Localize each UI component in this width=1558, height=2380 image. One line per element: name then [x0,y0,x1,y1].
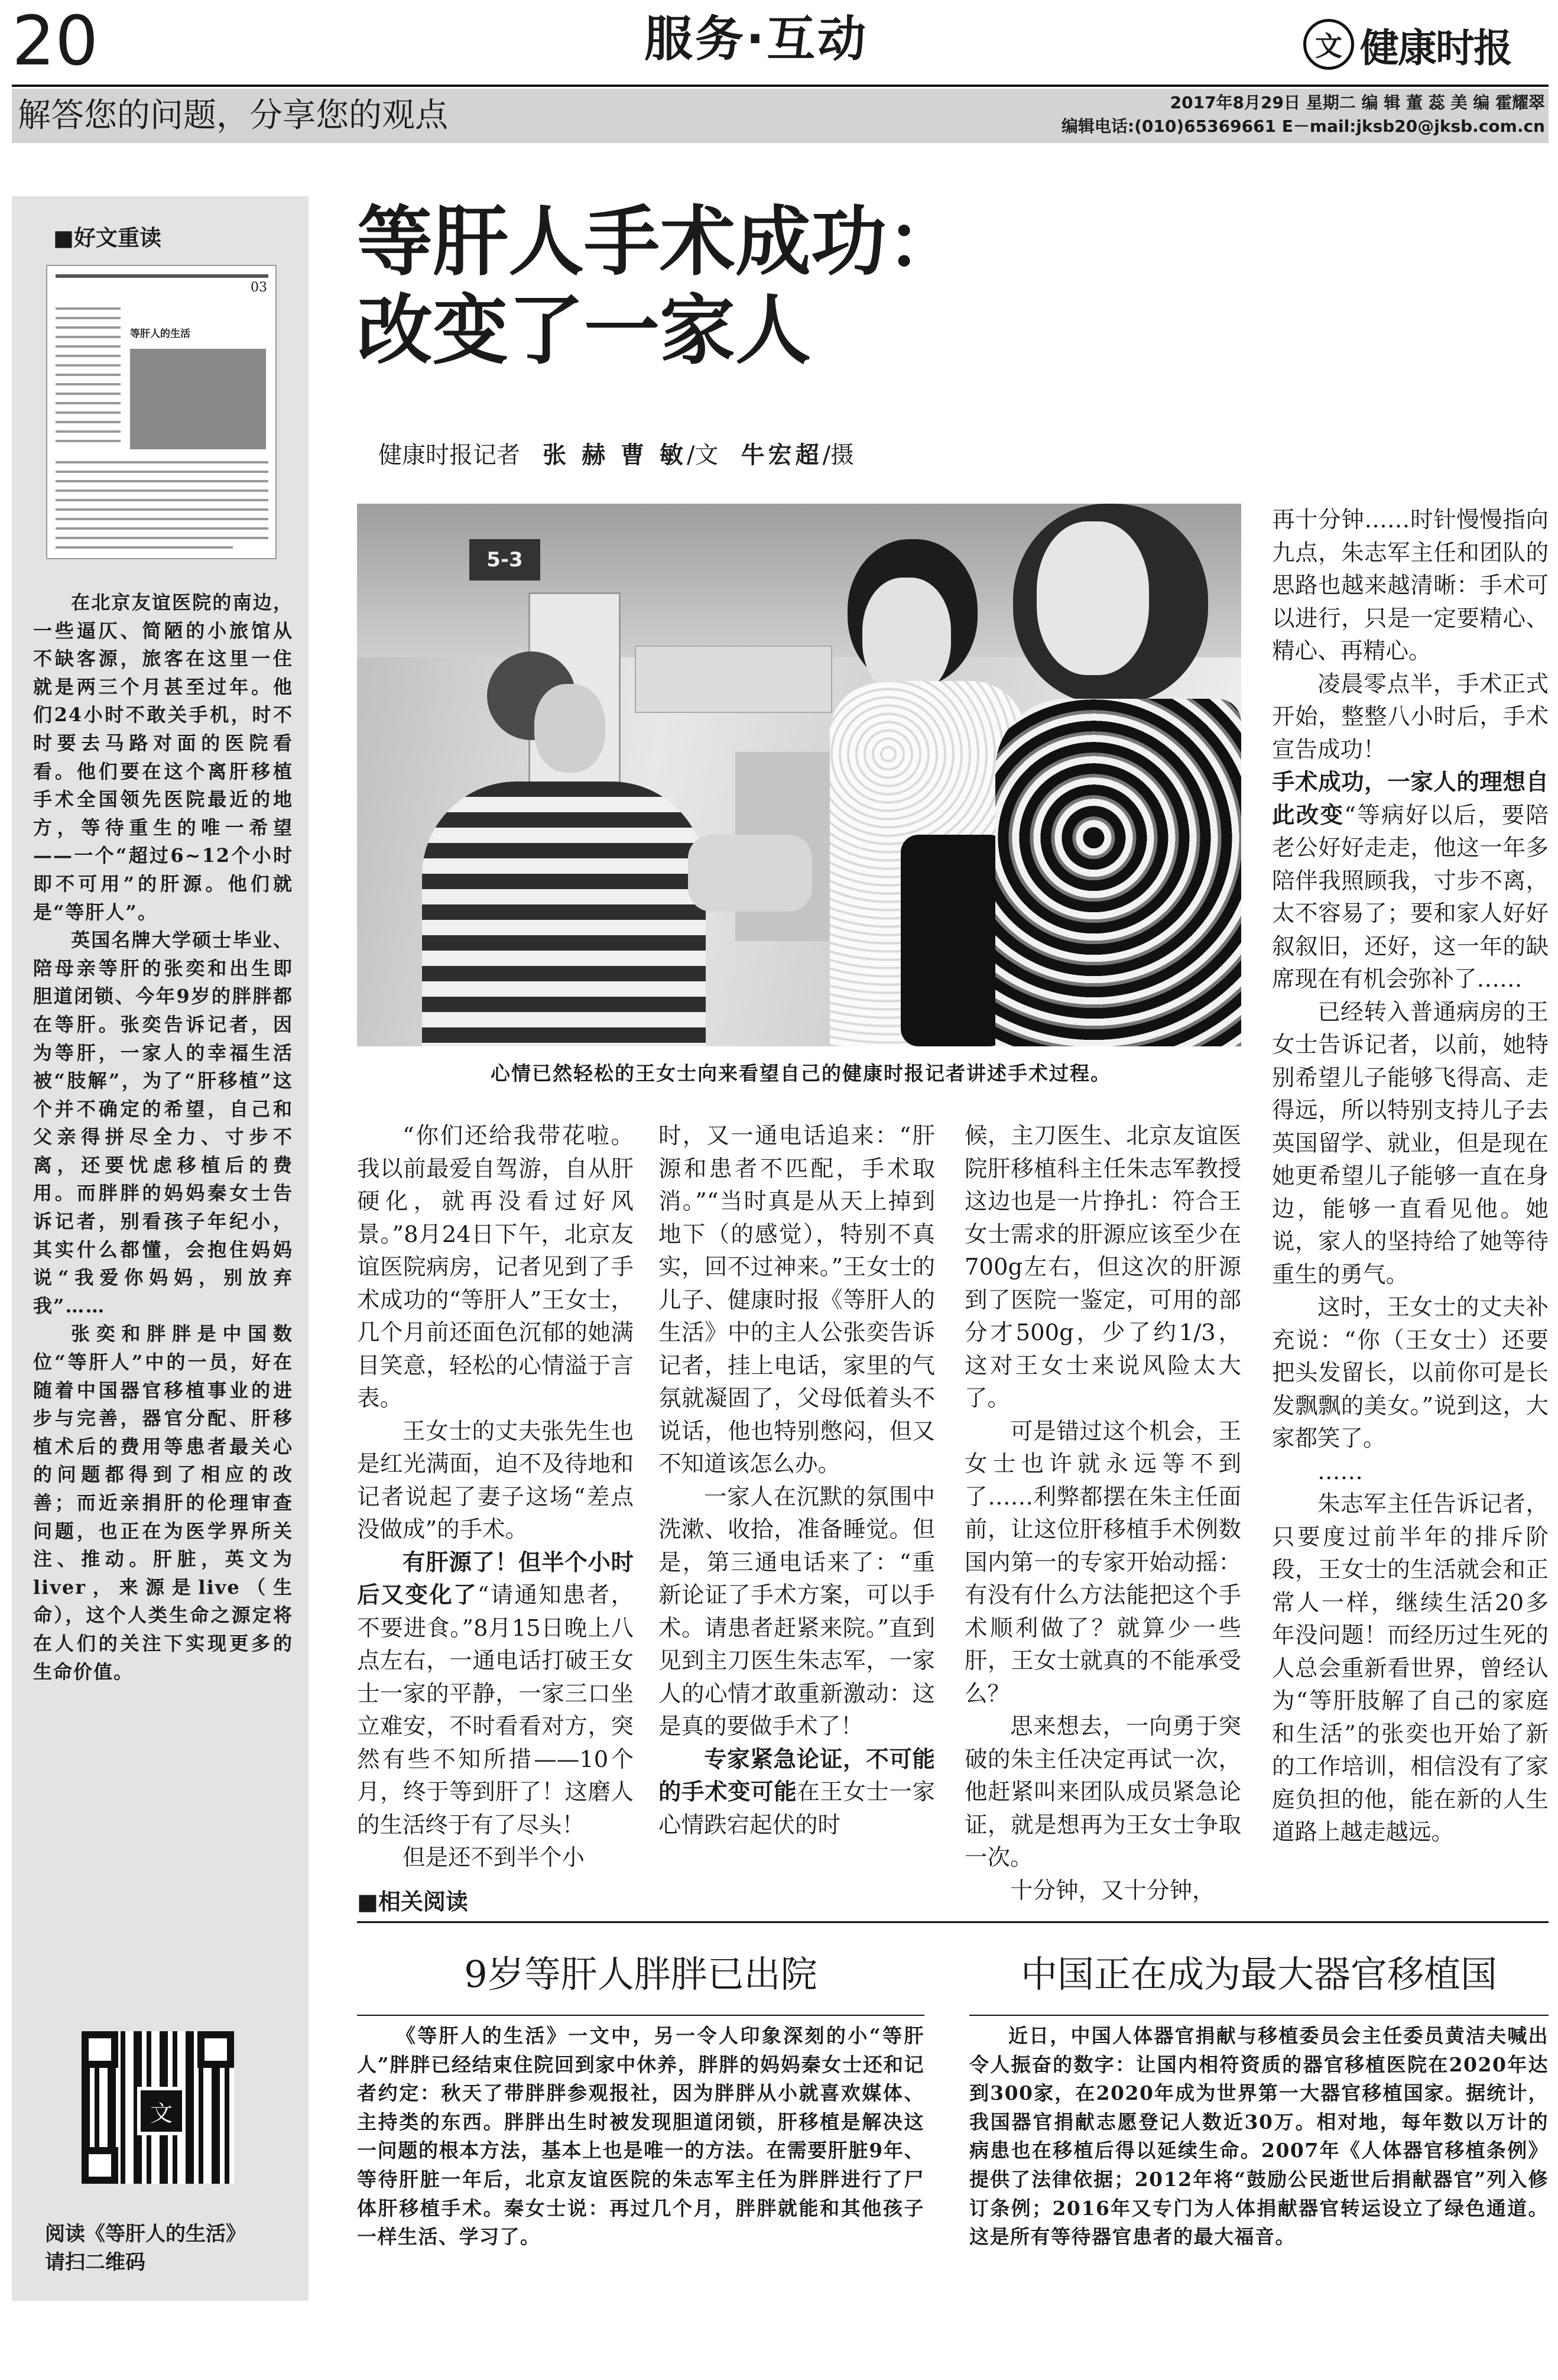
article-column-3 [965,1120,1241,1907]
related-article-left [357,2022,924,2252]
body-paragraph: 再十分钟……时针慢慢指向九点，朱志军主任和团队的思路也越来越清晰：手术可以进行，只是一定要精心、精心、再精心。 [1272,507,1549,664]
section-subhead: 专家紧急论证，不可能的手术变可能 [658,1746,935,1805]
room-number-sign: 5-3 [469,539,540,581]
byline-prefix: 健康时报记者 [378,442,520,469]
related-underline [969,2015,1549,2016]
masthead-rule [12,85,1549,87]
section-subhead: 手术成功，一家人的理想自此改变 [1272,769,1549,829]
body-paragraph: 一家人在沉默的氛围中洗漱、收拾，准备睡觉。但是，第三通电话来了：“重新论证了手术方案，可以手术。请患者赶紧来院。”直到见到主刀医生朱志军，一家人的心情才敢重新激动：这是真的要做手术了！ [658,1483,935,1740]
related-heading: ■相关阅读 [357,1889,468,1915]
page-number: 20 [12,2,99,81]
related-title-left: 9岁等肝人胖胖已出院 [464,1953,817,1996]
related-article-right [969,2022,1549,2252]
thumb-photo [130,349,266,449]
sidebar-heading: ■好文重读 [53,225,161,251]
related-rule [357,1921,1549,1923]
thumb-title: 等肝人的生活 [130,328,190,340]
thumb-page-number: 03 [251,280,267,295]
headline [357,197,1244,375]
body-paragraph: 有肝源了！但半个小时后又变化了“请通知患者，不要进食。”8月15日晚上八点左右，一通电话打破王女士一家的平静，一家三口坐立难安，不时看看对方，突然有些不知所措——10个月，终于等到肝了！这磨人的生活终于有了尽头！ [357,1549,634,1838]
body-paragraph: 十分钟，又十分钟， [1010,1877,1215,1904]
article-photo [357,504,1241,1046]
related-underline [357,2015,924,2016]
body-paragraph: “你们还给我带花啦。我以前最爱自驾游，自从肝硬化，就再没看过好风景。”8月24日下午，北京友谊医院病房，记者见到了手术成功的“等肝人”王女士，几个月前还面色沉郁的她满目笑意，轻松的心情溢于言表。 [357,1123,634,1412]
logo-text: 健康时报 [1360,25,1511,71]
related-paragraph: 《等肝人的生活》一文中，另一令人印象深刻的小“等肝人”胖胖已经结束住院回到家中休养，胖胖的妈妈秦女士还和记者约定：秋天了带胖胖参观报社，因为胖胖从小就喜欢媒体、主持类的东西。胖胖出生时被发现胆道闭锁，肝移植是解决这一问题的根本方法，基本上也是唯一的方法。在需要肝脏9年、等待肝脏一年后，北京友谊医院的朱志军主任为胖胖进行了尸体肝移植手术。秦女士说：再过几个月，胖胖就能和其他孩子一样生活、学习了。 [357,2024,924,2249]
article-column-1 [357,1120,634,1875]
section-subhead: 有肝源了！但半个小时后又变化了 [357,1549,634,1609]
sidebar-paragraph: 张奕和胖胖是中国数位“等肝人”中的一员，好在随着中国器官移植事业的进步与完善，器官分配、肝移植术后的费用等患者最关心的问题都得到了相应的改善；而近亲捐肝的伦理审查问题，也正在为医学界所关注、推动。肝脏，英文为liver，来源是live（生命），这个人类生命之源定将在人们的关注下实现更多的生命价值。 [33,1322,293,1683]
qr-code[interactable] [82,2031,234,2184]
headline-line: 改变了一家人 [357,286,812,375]
byline-authors: 张 赫 曹 敏 [543,442,687,469]
headline-line: 等肝人手术成功： [357,197,963,286]
body-paragraph: 已经转入普通病房的王女士告诉记者，以前，她特别希望儿子能够飞得高、走得远，所以特别支持儿子去英国留学、就业，但是现在她更希望儿子能够一直在身边，能够一直看见他。她说，家人的坚持给了她等待重生的勇气。 [1272,998,1549,1288]
body-paragraph: 手术成功，一家人的理想自此改变“等病好以后，要陪老公好好走走，他这一年多陪伴我照顾我，寸步不离，太不容易了；要和家人好好叙叙旧，还好，这一年的缺席现在有机会弥补了…… [1272,769,1549,993]
logo-mark-icon: 文 [1303,19,1354,70]
body-paragraph: 凌晨零点半，手术正式开始，整整八小时后，手术宣告成功！ [1272,670,1549,763]
body-paragraph: 这时，王女士的丈夫补充说：“你（王女士）还要把头发留长，以前你可是长发飘飘的美女。”说到这，大家都笑了。 [1272,1294,1549,1452]
body-paragraph: 专家紧急论证，不可能的手术变可能在王女士一家心情跌宕起伏的时 [658,1746,935,1838]
sidebar-summary [33,589,293,1686]
qr-caption: 请扫二维码 [45,2251,145,2274]
photo-caption: 心情已然轻松的王女士向来看望自己的健康时报记者讲述手术过程。 [491,1062,1111,1085]
byline [378,436,854,470]
issue-info: 2017年8月29日 星期二 编 辑 董 蕊 美 编 霍耀翠 [1170,93,1545,112]
newspaper-logo [1303,18,1546,71]
related-title-right: 中国正在成为最大器官移植国 [1020,1953,1497,1996]
body-paragraph: 思来想去，一向勇于突破的朱主任决定再试一次，他赶紧叫来团队成员紧急论证，就是想再为王女士争取一次。 [965,1713,1241,1871]
article-column-4 [1272,504,1549,1849]
reprint-thumbnail [46,265,277,559]
body-paragraph: 但是还不到半个小 [403,1844,585,1871]
editor-contact: 编辑电话:(010)65369661 E－mail:jksb20@jksb.com.cn [1061,116,1545,136]
body-paragraph: …… [1317,1458,1363,1485]
byline-role: /摄 [822,442,855,469]
article-column-2 [658,1120,935,1841]
body-paragraph: 王女士的丈夫张先生也是红光满面，迫不及待地和记者说起了妻子这场“差点没做成”的手术。 [357,1418,634,1543]
qr-caption: 阅读《等肝人的生活》 [45,2222,246,2246]
sidebar-paragraph: 英国名牌大学硕士毕业、陪母亲等肝的张奕和出生即胆道闭锁、今年9岁的胖胖都在等肝。张奕告诉记者，因为等肝，一家人的幸福生活被“肢解”，为了“肝移植”这个并不确定的希望，自己和父亲得拼尽全力、寸步不离，还要忧虑移植后的费用。而胖胖的妈妈秦女士告诉记者，别看孩子年纪小，其实什么都懂，会抱住妈妈说“我爱你妈妈，别放弃我”…… [33,929,293,1317]
tagline: 解答您的问题，分享您的观点 [18,96,448,135]
body-paragraph: 时，又一通电话追来：“肝源和患者不匹配，手术取消。”“当时真是从天上掉到地下（的感觉），特别不真实，回不过神来。”王女士的儿子、健康时报《等肝人的生活》中的主人公张奕告诉记者，挂上电话，家里的气氛就凝固了，父母低着头不说话，他也特别憋闷，但又不知道该怎么办。 [658,1123,935,1477]
body-paragraph: 可是错过这个机会，王女士也许就永远等不到了……利弊都摆在朱主任面前，让这位肝移植手术例数国内第一的专家开始动摇：有没有什么方法能把这个手术顺利做了？就算少一些肝，王女士就真的不能承受么？ [965,1418,1241,1707]
sidebar-paragraph: 在北京友谊医院的南边，一些逼仄、简陋的小旅馆从不缺客源，旅客在这里一住就是两三个月甚至过年。他们24小时不敢关手机，时不时要去马路对面的医院看看。他们要在这个离肝移植手术全国领先医院最近的地方，等待重生的唯一希望——一个“超过6~12个小时即不可用”的肝源。他们就是“等肝人”。 [33,591,293,923]
related-paragraph: 近日，中国人体器官捐献与移植委员会主任委员黄洁夫喊出令人振奋的数字：让国内相符资质的器官移植医院在2020年达到300家，在2020年成为世界第一大器官移植国家。据统计，我国器官捐献志愿登记人数近30万。相对地，每年数以万计的病患也在移植后得以延续生命。2007年《人体器官移植条例》提供了法律依据；2012年将“鼓励公民逝世后捐献器官”列入修订条例；2016年又专门为人体捐献器官转运设立了绿色通道。这是所有等待器官患者的最大福音。 [969,2024,1549,2249]
body-paragraph: 朱志军主任告诉记者，只要度过前半年的排斥阶段，王女士的生活就会和正常人一样，继续生活20多年没问题！而经历过生死的人总会重新看世界，曾经认为“等肝肢解了自己的家庭和生活”的张奕也开始了新的工作培训，相信没有了家庭负担的他，能在新的人生道路上越走越远。 [1272,1491,1549,1846]
qr-logo-icon: 文 [137,2087,186,2135]
byline-role: /文 [686,442,719,469]
body-paragraph: 候，主刀医生、北京友谊医院肝移植科主任朱志军教授这边也是一片挣扎：符合王女士需求的肝源应该至少在700g左右，但这次的肝源到了医院一鉴定，可用的部分才500g，少了约1/3，这对王女士来说风险太大了。 [965,1123,1241,1412]
byline-photographer: 牛宏超 [741,442,823,469]
section-title: 服务·互动 [644,11,869,67]
